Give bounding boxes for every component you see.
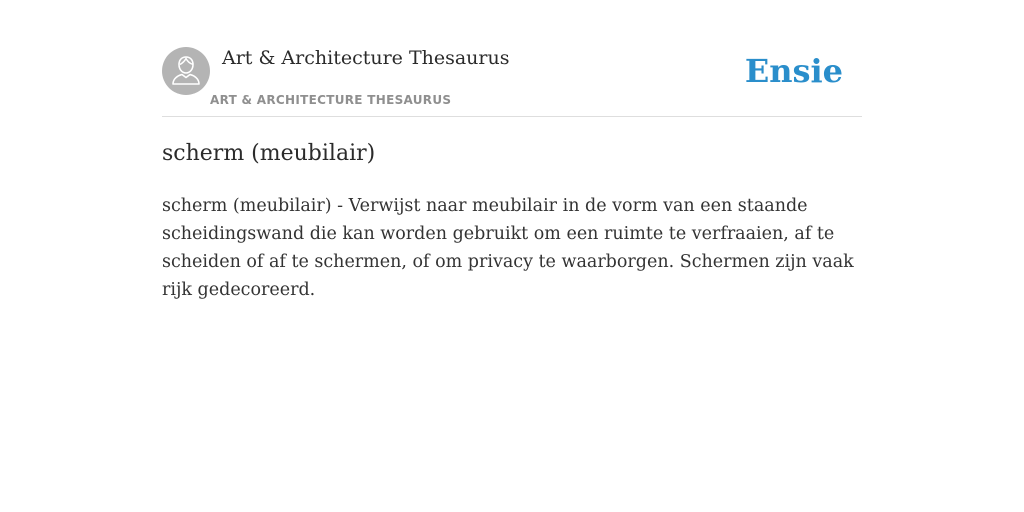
source-header xyxy=(162,46,862,117)
term-title: scherm (meubilair) xyxy=(162,141,376,166)
ensie-logo[interactable]: Ensie xyxy=(744,52,843,90)
source-avatar[interactable] xyxy=(162,47,210,95)
user-silhouette-icon xyxy=(162,47,210,95)
source-subtitle[interactable]: ART & ARCHITECTURE THESAURUS xyxy=(210,93,452,107)
source-title[interactable]: Art & Architecture Thesaurus xyxy=(222,47,510,69)
term-definition: scherm (meubilair) - Verwijst naar meubilair in de vorm van een staande scheidingswand die kan worden gebruikt om een ruimte te verfraaien, af te scheiden of af te schermen, of om privacy te waarborgen. Schermen zijn vaak rijk gedecoreerd. xyxy=(162,196,854,300)
